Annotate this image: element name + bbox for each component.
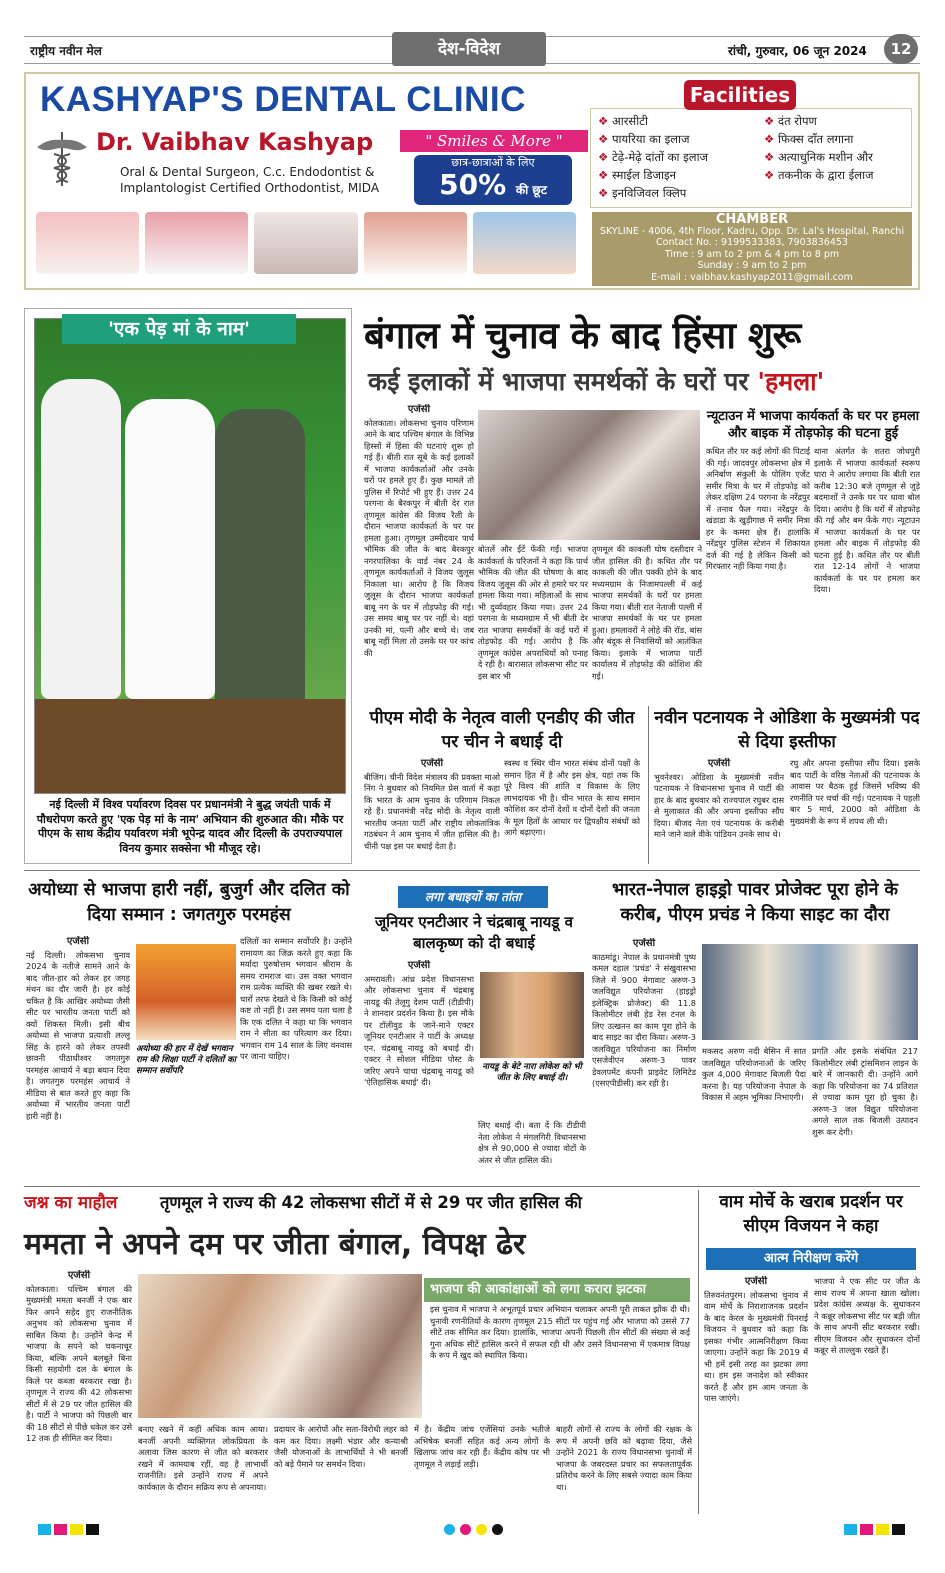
photo-kicker: 'एक पेड़ मां के नाम'	[62, 314, 296, 344]
left-front-headline: वाम मोर्चे के खराब प्रदर्शन पर सीएम विजयन ने कहा	[719, 1192, 903, 1236]
lead-col-3: तृणमूल की काकली घोष दस्तीदार ने जीत हासिल की है। कथित तौर पर काकली की जीत पक्की होने के बाद मध्यमग्राम के निजामपल्ली में कई भाजपा समर्थकों के घरों पर हमला किया गया। बीती रात नेताजी पल्ली में भाजपा समर्थकों के घर पर हमला हुआ। हमलावरों ने लोहे की रॉड, बांस और बंदूक से निवासियों को आतंकित किया। इलाके में भाजपा पार्टी कार्यालय में तोड़फोड़ की कोशिश की गई।	[592, 544, 702, 681]
smiles-tagline: " Smiles & More "	[400, 130, 588, 152]
seer-photo	[136, 944, 236, 1040]
tree-planting-photo	[34, 318, 346, 794]
mamata-photo-band: भाजपा की आकांक्षाओं को लगा करारा झटका	[424, 1278, 690, 1302]
left-front-kicker: आत्म निरीक्षण करेंगे	[706, 1248, 916, 1270]
doctor-name: Dr. Vaibhav Kashyap	[96, 128, 374, 156]
lead-subheadline: कई इलाकों में भाजपा समर्थकों के घरों पर 'हमला'	[368, 367, 825, 396]
actors-photo	[480, 972, 584, 1058]
lead-sidehead: न्यूटाउन में भाजपा कार्यकर्ता के घर पर हमला और बाइक में तोड़फोड़ की घटना हुई	[706, 409, 920, 441]
ayodhya-col-2: दलितों का सम्मान सर्वोपरि है। उन्होंने रामायण का जिक्र करते हुए कहा कि मर्यादा पुरुषोत्तम भगवान श्रीराम के समय रामराज था। उस वक्त भगवान राम प्रत्येक व्यक्ति की खबर रखते थे। चारों तरफ देखते थे कि किसी को कोई कष्ट तो नहीं है। उस समय पता चला है कि एक दलित ने कहा था कि भगवान राम ने सीता का परित्याग कर दिया। भगवान राम 14 साल के लिए वनवास पर जाना चाहिए।	[240, 936, 352, 1061]
student-discount-badge: छात्र-छात्राओं के लिए 50% की छूट	[414, 155, 572, 205]
actors-photo-caption: नायडू के बेटे नारा लोकेश को भी जीत के लिए बधाई दी।	[482, 1062, 582, 1083]
facilities-title: Facilities	[684, 80, 796, 110]
doctor-credentials: Oral & Dental Surgeon, C.c. Endodontist & Implantologist Certified Orthodontist, MIDA	[120, 165, 380, 195]
mamata-abhishek-photo	[138, 1274, 422, 1418]
page-number: 12	[884, 34, 918, 64]
ntr-headline: जूनियर एनटीआर ने चंद्रबाबू नायडू व बालकृष्ण को दी बधाई	[375, 913, 573, 952]
lead-col-1: एजेंसी कोलकाता। लोकसभा चुनाव परिणाम आने के बाद पश्चिम बंगाल के विभिन्न हिस्सों में हिंसा की घटनाएं शुरू हो गई हैं। बीती रात सूबे के कई इलाकों में भाजपा कार्यकर्ताओं और उनके घरों पर हमले हुए हैं। कुछ मामले तो पुलिस में रिपोर्ट भी हुए हैं। उत्तर 24 परगना के बैरकपुर में बीती देर रात तृणमूल कांग्रेस की विजय रैली के दौरान भाजपा कार्यकर्ता के घर पर हमला हुआ। तृणमूल उम्मीदवार पार्थ भौमिक की जीत के बाद बैरकपुर नगरपालिका के वार्ड नंबर 24 के तृणमूल कार्यकर्ताओं ने विजय जुलूस निकाला था। आरोप है कि विजय जुलूस के दौरान भाजपा कार्यकर्ता बाबू नग के घर में तोड़फोड़ की गई। उस समय बाबू घर पर नहीं थे। वहां उनकी मां, पत्नी और बच्चे थे। जब बाबू नहीं मिला तो उसके घर पर कांच की	[364, 404, 474, 658]
mamata-col-3: बनाए रखने में कहीं अधिक काम आया। बनर्जी अपनी व्यक्तिगत लोकप्रियता के अलावा जिस कारण से जीत को बरकरार रखने में कामयाब रहीं, वह है लाभार्थी राजनीति। इसे उन्होंने राज्य में अपने कार्यकाल के दौरान सक्रिय रूप से अपनाया।	[138, 1424, 268, 1492]
section-rule	[24, 870, 920, 871]
lead-col-4: कथित तौर पर कई लोगों की पिटाई की गई। जादवपुर लोकसभा क्षेत्र में अनिर्बाण संकुली के पोलिंग एजेंट समीर मित्रा के घर में तोड़फोड़ को लेकर दक्षिण 24 परगना के नरेंद्रपुर में तनाव फैल गया। नरेंद्रपुर के खंडाडा के खुड़ीगाछ में समीर मित्रा हर के कमरा क्षेत्र हैं। हालांकि नरेंद्रपुर पुलिस स्टेशन में शिकायत दर्ज की गई है लेकिन किसी को गिरफ्तार नहीं किया गया है।	[706, 446, 810, 571]
photo-caption: नई दिल्ली में विश्व पर्यावरण दिवस पर प्रधानमंत्री ने बुद्ध जयंती पार्क में पौधरोपण करते हुए 'एक पेड़ मां के नाम' अभियान की शुरुआत की। मौके पर पीएम के साथ केंद्रीय पर्यावरण मंत्री भूपेन्द्र यादव और दिल्ली के उपराज्यपाल विनय कुमार सक्सेना भी मौजूद रहे।	[36, 798, 344, 855]
column-rule	[698, 1190, 699, 1514]
odisha-col-2: रघु और अपना इस्तीफा सौंप दिया। इसके बाद पार्टी के वरिष्ठ नेताओं की पटनायक के आवास पर बैठक हुई जिसमें भविष्य की रणनीति पर चर्चा की गई। पटनायक ने पहली बार 5 मार्च, 2000 को ओडिशा के मुख्यमंत्री के रूप में शपथ ली थी।	[790, 758, 920, 826]
ntr-kicker: लगा बधाइयों का तांता	[398, 886, 548, 908]
caduceus-icon	[34, 128, 90, 188]
diamond-bullet-icon: ❖	[764, 132, 778, 146]
issue-date: रांची, गुरुवार, 06 जून 2024	[728, 44, 867, 58]
section-label: देश-विदेश	[392, 32, 546, 66]
lead-headline: बंगाल में चुनाव के बाद हिंसा शुरू	[364, 314, 801, 357]
ntr-col-2: लिए बधाई दी। बता दें कि टीडीपी नेता लोकेश ने मंगलगिरी विधानसभा क्षेत्र से 90,000 से ज्यादा वोटों के अंतर से जीत हासिल की।	[478, 1120, 586, 1165]
ntr-col-1: एजेंसी अमरावती। आंध्र प्रदेश विधानसभा और लोकसभा चुनाव में चंद्रबाबू नायडू की तेलुगु देशम पार्टी (टीडीपी) ने शानदार प्रदर्शन किया है। इस मौके पर टॉलीवुड के जाने-माने एक्टर जूनियर एनटीआर ने पार्टी के अध्यक्ष एन. चंद्रबाबू नायडू को बधाई दी। एक्टर ने सोशल मीडिया पोस्ट के जरिए अपने चाचा चंद्रबाबू नायडू को 'ऐतिहासिक बधाई' दी।	[364, 960, 474, 1087]
mamata-col-4: प्रदायार के आरोपों और सता-विरोधी लहर को कम कर दिया। लक्ष्मी भंडार और कन्याश्री जैसी योजनाओं के लाभार्थियों ने भी बनर्जी को बड़े पैमाने पर समर्थन दिया।	[274, 1424, 408, 1469]
facility-item: ❖ फिक्स दाँत लगाना	[764, 132, 854, 146]
facilities-list-right	[764, 112, 874, 184]
china-col-2: स्वस्थ व स्थिर चीन भारत संबंध दोनों पक्षों के समान हित में है और इस क्षेत्र, यहां तक कि पूरे विश्व की शांति व विकास के लिए लाभदायक भी है। चीन भारत के साथ समान कोशिश कर दोनों देशों व दोनों देशों की जनता के मूल हितों के आधार पर द्विपक्षीय संबंधों को आगे बढ़ाएगा।	[504, 758, 640, 837]
facility-item: ❖ आरसीटी	[598, 114, 648, 128]
diamond-bullet-icon: ❖	[598, 114, 612, 128]
masthead-brand: राष्ट्रीय नवीन मेल	[30, 44, 102, 58]
facilities-list-left	[598, 112, 708, 202]
diamond-bullet-icon: ❖	[764, 168, 778, 182]
footer-color-bar	[24, 1524, 920, 1532]
seer-photo-caption: अयोध्या की हार में देखें भगवान राम की शिक्षा पार्टी ने दलितों का सम्मान सर्वोपरि	[136, 1044, 237, 1076]
odisha-headline: नवीन पटनायक ने ओडिशा के मुख्यमंत्री पद से दिया इस्तीफा	[654, 708, 920, 752]
diamond-bullet-icon: ❖	[764, 114, 778, 128]
chamber-info: CHAMBER SKYLINE - 4006, 4th Floor, Kadru, Opp. Dr. Lal's Hospital, Ranchi Contact No. : 9199533383, 7903836453 Time : 9 am to 2 pm & 4 pm to 8 pm Sunday : 9 am to 2 pm E-mail : vaibhav.kashyap2011@gmail.com	[592, 212, 912, 286]
facility-item: ❖ अत्याधुनिक मशीन और	[764, 150, 873, 164]
facility-item: ❖ स्माईल डिजाइन	[598, 168, 677, 182]
mamata-headline: ममता ने अपने दम पर जीता बंगाल, विपक्ष ढेर	[24, 1227, 526, 1262]
china-headline: पीएम मोदी के नेतृत्व वाली एनडीए की जीत पर चीन ने बधाई दी	[369, 708, 635, 752]
diamond-bullet-icon: ❖	[598, 132, 612, 146]
mamata-kicker: जश्न का माहौल	[24, 1193, 118, 1213]
facility-item: ❖ दंत रोपण	[764, 114, 817, 128]
ayodhya-col-1: एजेंसी नई दिल्ली। लोकसभा चुनाव 2024 के नतीजे सामने आने के बाद जीत-हार को लेकर हर जगह मंथन का दौर जारी है। हर कोई चकित है कि आखिर अयोध्या जैसी सीट पर भारतीय जनता पार्टी को क्यों शिकस्त मिली। इसी बीच अयोध्या से भाजपा प्रत्याशी लल्लू सिंह के हारने को लेकर तपस्वी छावनी पीठाधीश्वर जगतगुरु परमहंस आचार्य ने बड़ा बयान दिया है। जगतगुरु परमहंस आचार्य ने मीडिया से बात करते हुए कहा कि अयोध्या में भारतीय जनता पार्टी हारी नहीं है।	[26, 936, 130, 1121]
mamata-kicker-head: तृणमूल ने राज्य की 42 लोकसभा सीटों में से 29 पर जीत हासिल की	[160, 1193, 582, 1212]
facility-item: ❖ इनविजिवल क्लिप	[598, 186, 687, 200]
hydro-project-photo	[702, 944, 918, 1040]
nepal-col-3: प्रगति और इसके संबंधित 217 किलोमीटर लंबी ट्रांसमिशन लाइन के बारे में जानकारी दी। उन्होंने आगे कहा कि परियोजना का 74 प्रतिशत से ज्यादा काम पूरा हो चुका है। अरुण-3 जल विद्युत परियोजना अगले साल तक बिजली उत्पादन शुरू कर देगी।	[812, 1046, 918, 1137]
facility-item: ❖ टेढ़े-मेढ़े दांतों का इलाज	[598, 150, 709, 164]
column-rule	[648, 706, 649, 864]
china-col-1: एजेंसी बीजिंग। चीनी विदेश मंत्रालय की प्रवक्ता माओ निंग ने बुधवार को नियमित प्रेस वार्ता में कहा कि भारत के आम चुनाव के परिणाम निकल रहे हैं। प्रधानमंत्री नरेंद्र मोदी के नेतृत्व वाली भारतीय जनता पार्टी और राष्ट्रीय लोकतांत्रिक गठबंधन ने आम चुनाव में जीत हासिल की है। चीनी पक्ष इस पर बधाई देता है।	[364, 758, 500, 851]
section-rule	[24, 1186, 920, 1187]
lead-col-2: बोतलें और ईंटें फेंकी गईं। भाजपा कार्यकर्ता के परिजनों ने कहा कि पार्थ भौमिक की जीत की घोषणा के बाद विजय जुलूस की ओर से हमारे घर पर हमला किया गया। महिलाओं के साथ भी दुर्व्यवहार किया गया। उत्तर 24 परगना के मध्यमग्राम में भी बीती देर रात भाजपा समर्थकों के कई घरों में तोड़फोड़ की गई। आरोप है कि तृणमूल कांग्रेस अपराधियों को पनाह दे रही है। बारासात लोकसभा सीट पर इस बार भी	[478, 544, 588, 681]
diamond-bullet-icon: ❖	[598, 186, 612, 200]
nepal-col-1: एजेंसी काठमांडू। नेपाल के प्रधानमंत्री पुष्प कमल दहाल 'प्रचंड' ने संखुवासभा जिले में 900 मेगावाट अरुण-3 जलविद्युत परियोजना (हाइड्रो इलेक्ट्रिक प्रोजेक्ट) की 11.8 किलोमीटर लंबी हेड रेस टनल के लिए उत्खनन का काम पूरा होने के बाद साइट का दौरा किया। अरुण-3 जलविद्युत परियोजना का निर्माण एसजेवीएन अरुण-3 पावर डेवलपमेंट कंपनी प्राइवेट लिमिटेड (एसएपीडीसी) कर रही है।	[592, 938, 696, 1088]
facility-item: ❖ पायरिया का इलाज	[598, 132, 690, 146]
diamond-bullet-icon: ❖	[764, 150, 778, 164]
diamond-bullet-icon: ❖	[598, 168, 612, 182]
ayodhya-headline: अयोध्या से भाजपा हारी नहीं, बुजुर्ग और दलित को दिया सम्मान : जगतगुरु परमहंस	[28, 880, 350, 925]
left-front-col-2: भाजपा ने एक सीट पर जीत के साथ राज्य में अपना खाता खोला। प्रदेश कांग्रेस अध्यक्ष के. सुधाकरन ने कन्नूर लोकसभा सीट पर बड़ी जीत के साथ अपनी सीट बरकरार रखी। सीएम विजयन और सुधाकरन दोनों कन्नूर से ताल्लुक रखते हैं।	[814, 1276, 920, 1355]
mamata-col-6: बाहरी लोगों से राज्य के लोगों की रक्षक के रूप में अपनी छवि को बढ़ावा दिया, जैसे उन्होंने 2021 के राज्य विधानसभा चुनावों में भाजपा के जबरदस्त प्रचार का सफलतापूर्वक प्रतिरोध करने के लिए सबसे ज्यादा काम किया था।	[556, 1424, 692, 1492]
mamata-col-5: में है। केंद्रीय जांच एजेंसियां उनके भतीजे अभिषेक बनर्जी सहित कई अन्य लोगों के खिलाफ जांच कर रही हैं। केंद्रीय कोष पर भी तृणमूल ने लड़ाई लड़ी।	[414, 1424, 550, 1469]
nepal-col-2: मकसद अरुण नदी बेसिन में सात जलविद्युत परियोजनाओं के जरिए कुल 4,000 मेगावाट बिजली पैदा करना है। यह परियोजना नेपाल के विकास में अहम भूमिका निभाएगी।	[702, 1046, 806, 1102]
lead-col-5: थाना अंतर्गत के शतरा जोधपुरी इलाके में भाजपा कार्यकर्ता स्वरूप घारा ने आरोप लगाया कि बीती रात करीब 12:30 बजे तृणमूल से जुड़े बदमाशों ने उनके घर पर धावा बोल दिया। आरोप है कि घरों में तोड़फोड़ की गई और बम फेंके गए। न्यूटाउन में भाजपा कार्यकर्ता के घर पर हमला और बाइक में तोड़फोड़ की घटना हुई है। कथित तौर पर बीती रात 12-14 लोगों ने भाजपा कार्यकर्ता के घर पर हमला कर दिया।	[814, 446, 920, 594]
odisha-col-1: एजेंसी भुवनेश्वर। ओडिशा के मुख्यमंत्री नवीन पटनायक ने विधानसभा चुनाव में पार्टी की हार के बाद बुधवार को राज्यपाल रघुबर दास से मुलाकात की और अपना इस्तीफा सौंप दिया। बीजद नेता एवं पटनायक के करीबी माने जाने वाले वीके पांडियन उनके साथ थे।	[654, 758, 784, 839]
injured-person-photo	[478, 410, 700, 540]
mamata-col-1: एजेंसी कोलकाता। पश्चिम बंगाल की मुख्यमंत्री ममता बनर्जी ने एक बार फिर अपने सहेद हुए राजनीतिक अनुभव को लोकसभा चुनाव में साबित किया है। उन्होंने केन्द्र में भाजपा के सपने को चकनाचूर किया, बल्कि अपने बलबूते बिना किसी सहयोगी दल के बंगाल के किले पर कब्जा बरकरार रखा है। तृणमूल ने राज्य की 42 लोकसभा सीटों में से 29 पर जीत हासिल की है। पार्टी ने भाजपा को पिछली बार की 18 सीटों से पीछे धकेल कर उसे 12 तक ही सीमित कर दिया।	[26, 1270, 132, 1443]
nepal-headline: भारत-नेपाल हाइड्रो पावर प्रोजेक्ट पूरा होने के करीब, पीएम प्रचंड ने किया साइट का दौरा	[612, 880, 898, 925]
dental-photo-strip	[36, 212, 576, 274]
clinic-name: KASHYAP'S DENTAL CLINIC	[40, 80, 526, 119]
left-front-col-1: एजेंसी तिरुवनंतपुरम। लोकसभा चुनाव में वाम मोर्चे के निराशाजनक प्रदर्शन के बाद केरल के मुख्यमंत्री पिनराई विजयन ने बुधवार को कहा कि इसका गंभीर आत्मनिरीक्षण किया जाएगा। उन्होंने कहा कि 2019 में भी हमें इसी तरह का झटका लगा था। हम इस जनादेश को स्वीकार करते हैं और हम आम जनता के पास जाएंगे।	[704, 1276, 808, 1403]
facility-item: ❖ तकनीक के द्वारा ईलाज	[764, 168, 874, 182]
diamond-bullet-icon: ❖	[598, 150, 612, 164]
mamata-col-2: इस चुनाव में भाजपा ने अभूतपूर्व प्रचार अभियान चलाकर अपनी पूरी ताकत झोंक दी थी। चुनावी रणनीतियों के कारण तृणमूल 215 सीटों पर पहुंच गई और भाजपा को उससे 77 सीटें तक सीमित कर दिया। हालांकि, भाजपा अपनी पिछली तीन सीटों की संख्या से कई गुना अधिक सीटें हासिल करने में सफल रही थी और उसने विधानसभा में एकमात्र विपक्ष के रूप में खुद को स्थापित किया।	[430, 1304, 690, 1360]
